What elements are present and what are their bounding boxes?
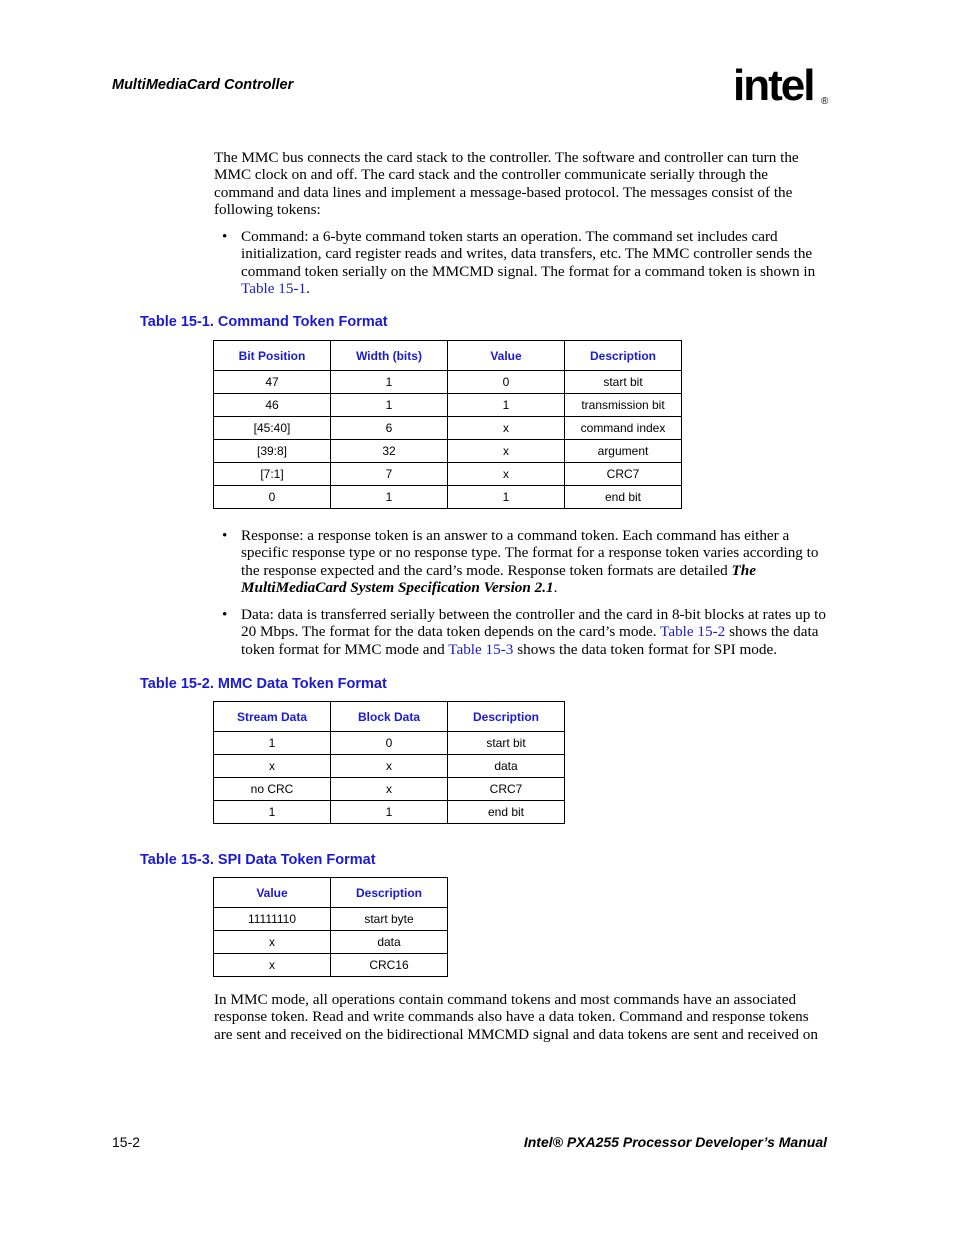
table-row xyxy=(214,778,565,801)
link-table-15-1[interactable]: Table 15-1 xyxy=(241,279,307,297)
column-header: Value xyxy=(448,341,565,371)
table1-caption: Table 15-1. Command Token Format xyxy=(140,314,388,330)
table-cell: [39:8] xyxy=(214,440,331,463)
table-cell: 1 xyxy=(331,394,448,417)
table-cell: 0 xyxy=(331,732,448,755)
table-cell: 1 xyxy=(448,486,565,509)
table-cell: end bit xyxy=(448,801,565,824)
table-cell: CRC7 xyxy=(565,463,682,486)
table-cell: 1 xyxy=(214,801,331,824)
table-cell: 6 xyxy=(331,417,448,440)
table-cell: 46 xyxy=(214,394,331,417)
table-cell: 1 xyxy=(448,394,565,417)
spi-data-token-table xyxy=(213,877,448,977)
table-cell: data xyxy=(448,755,565,778)
table-cell: CRC7 xyxy=(448,778,565,801)
table-cell: transmission bit xyxy=(565,394,682,417)
table-cell: x xyxy=(331,755,448,778)
link-table-15-2[interactable]: Table 15-2 xyxy=(660,623,726,641)
column-header: Description xyxy=(331,878,448,908)
table-cell: start byte xyxy=(331,908,448,931)
table-cell: 32 xyxy=(331,440,448,463)
bullet-response-text: Response: a response token is an answer to a command token. Each command has either a specific response type or no response type. The format for a response token varies according to the response expected and the card’s mode. Response token formats are detailed xyxy=(241,527,819,579)
table-cell: 47 xyxy=(214,371,331,394)
table-cell: 1 xyxy=(331,371,448,394)
bullet-response xyxy=(222,527,831,596)
table-cell: x xyxy=(448,417,565,440)
bullet-data-mid: shows the data token format for MMC mode and xyxy=(241,623,819,658)
table-cell: 1 xyxy=(331,486,448,509)
manual-title: Intel® PXA255 Processor Developer’s Manual xyxy=(523,1134,827,1150)
table-cell: x xyxy=(448,440,565,463)
table-cell: CRC16 xyxy=(331,954,448,977)
bullet-icon: • xyxy=(222,606,228,623)
intro-paragraph: The MMC bus connects the card stack to the controller. The software and controller can turn the MMC clock on and off. The card stack and the controller communicate serially through the command and data lines and implement a message-based protocol. The messages consist of the following tokens: xyxy=(214,149,799,218)
table2-caption: Table 15-2. MMC Data Token Format xyxy=(140,676,387,692)
table-cell: x xyxy=(448,463,565,486)
bullet-data-end: shows the data token format for SPI mode. xyxy=(513,640,778,658)
table-row xyxy=(214,801,565,824)
table-row xyxy=(214,486,682,509)
table3-caption: Table 15-3. SPI Data Token Format xyxy=(140,852,376,868)
logo-registered-mark: ® xyxy=(821,96,829,107)
bullet-icon: • xyxy=(222,228,228,245)
logo-wordmark: intel xyxy=(733,61,814,110)
table-cell: x xyxy=(214,954,331,977)
bullet-data xyxy=(222,606,831,658)
closing-paragraph: In MMC mode, all operations contain command tokens and most commands have an associated response token. Read and write commands also have a data token. Command and response tokens are sent and received on the bidirectional MMCMD signal and data tokens are sent and received on xyxy=(214,991,818,1043)
table-cell: start bit xyxy=(565,371,682,394)
bullet-data-text: Data: data is transferred serially between the controller and the card in 8-bit blocks at rates up to 20 Mbps. The format for the data token depends on the card’s mode. xyxy=(241,606,826,641)
table-row xyxy=(214,931,448,954)
bullet-icon: • xyxy=(222,527,228,544)
table-cell: data xyxy=(331,931,448,954)
table-row xyxy=(214,371,682,394)
table-cell: command index xyxy=(565,417,682,440)
table-header-row xyxy=(214,341,682,371)
column-header: Bit Position xyxy=(214,341,331,371)
table-row xyxy=(214,440,682,463)
page-number: 15-2 xyxy=(112,1134,141,1150)
table-cell: no CRC xyxy=(214,778,331,801)
table-row xyxy=(214,755,565,778)
bullet-command xyxy=(222,228,831,297)
table-cell: x xyxy=(331,778,448,801)
bullet-command-text: Command: a 6-byte command token starts an operation. The command set includes card initialization, card register reads and writes, data transfers, etc. The MMC controller sends the command token serially on the MMCMD signal. The format for a command token is shown in xyxy=(241,228,816,280)
table-cell: 0 xyxy=(448,371,565,394)
bullet-response-end: . xyxy=(553,578,558,596)
table-cell: x xyxy=(214,931,331,954)
column-header: Value xyxy=(214,878,331,908)
column-header: Description xyxy=(448,702,565,732)
table-row xyxy=(214,417,682,440)
column-header: Width (bits) xyxy=(331,341,448,371)
running-header-title: MultiMediaCard Controller xyxy=(112,77,294,93)
table-cell: [45:40] xyxy=(214,417,331,440)
table-header-row xyxy=(214,878,448,908)
table-cell: start bit xyxy=(448,732,565,755)
intel-logo xyxy=(733,60,833,116)
table-row xyxy=(214,908,448,931)
table-header-row xyxy=(214,702,565,732)
table-cell: argument xyxy=(565,440,682,463)
link-table-15-3[interactable]: Table 15-3 xyxy=(448,640,514,658)
table-row xyxy=(214,463,682,486)
bullet-command-end: . xyxy=(306,279,310,297)
table-cell: [7:1] xyxy=(214,463,331,486)
spec-title-emphasis: The MultiMediaCard System Specification Version 2.1 xyxy=(241,561,756,596)
mmc-data-token-table xyxy=(213,701,565,824)
table-cell: 1 xyxy=(331,801,448,824)
table-cell: end bit xyxy=(565,486,682,509)
table-cell: 0 xyxy=(214,486,331,509)
table-cell: 7 xyxy=(331,463,448,486)
table-cell: x xyxy=(214,755,331,778)
column-header: Block Data xyxy=(331,702,448,732)
table-row xyxy=(214,394,682,417)
column-header: Description xyxy=(565,341,682,371)
table-cell: 1 xyxy=(214,732,331,755)
table-row xyxy=(214,954,448,977)
table-row xyxy=(214,732,565,755)
table-cell: 11111110 xyxy=(214,908,331,931)
column-header: Stream Data xyxy=(214,702,331,732)
command-token-table xyxy=(213,340,682,509)
